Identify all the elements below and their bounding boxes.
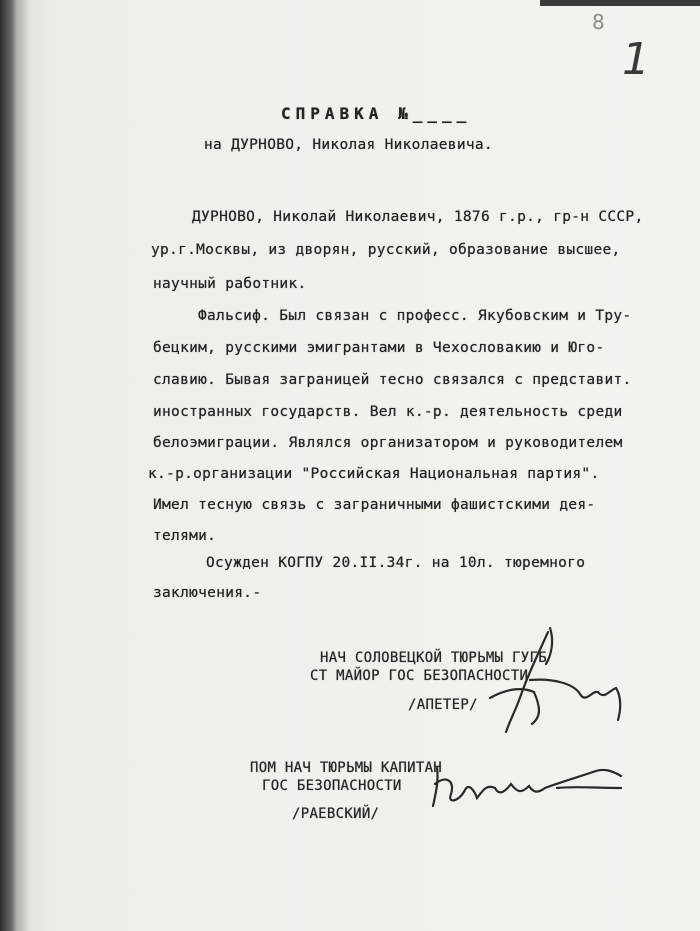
body-line: Осужден КОГПУ 20.II.34г. на 10л. тюремного bbox=[206, 555, 586, 571]
body-line: к.-р.организации "Российская Национальная партия". bbox=[148, 466, 600, 482]
document-title: СПРАВКА №____ bbox=[281, 104, 472, 123]
signer1-name: /АПЕТЕР/ bbox=[408, 697, 478, 713]
scan-edge bbox=[540, 0, 700, 6]
body-line: Фальсиф. Был связан с професс. Якубовским и Тру- bbox=[198, 308, 632, 324]
body-line: заключения.- bbox=[153, 585, 262, 601]
body-line: научный работник. bbox=[153, 276, 307, 292]
signature-apeter bbox=[470, 620, 640, 750]
signature-raevsky bbox=[425, 748, 635, 818]
signer2-position: ПОМ НАЧ ТЮРЬМЫ КАПИТАН bbox=[250, 760, 443, 776]
body-line: иностранных государств. Вел к.-р. деятельность среди bbox=[153, 404, 623, 420]
body-line: ДУРНОВО, Николай Николаевич, 1876 г.р., гр-н СССР, bbox=[192, 209, 644, 225]
pencil-sheet-number: 8 bbox=[592, 10, 605, 34]
body-line: ур.г.Москвы, из дворян, русский, образование высшее, bbox=[151, 242, 621, 258]
document-subtitle: на ДУРНОВО, Николая Николаевича. bbox=[204, 137, 493, 153]
body-line: белоэмиграции. Являлся организатором и руководителем bbox=[153, 435, 623, 451]
body-line: Имел тесную связь с заграничными фашистскими дея- bbox=[153, 497, 596, 513]
binding-shadow bbox=[0, 0, 16, 931]
body-line: славию. Бывая заграницей тесно связался с представит. bbox=[153, 372, 632, 388]
body-line: бецким, русскими эмигрантами в Чехословакию и Юго- bbox=[153, 340, 605, 356]
signer2-rank: ГОС БЕЗОПАСНОСТИ bbox=[262, 778, 402, 794]
signer1-position: НАЧ СОЛОВЕЦКОЙ ТЮРЬМЫ ГУГБ bbox=[320, 650, 547, 666]
page-number: 1 bbox=[622, 34, 650, 85]
body-line: телями. bbox=[153, 528, 217, 544]
signer1-rank: СТ МАЙОР ГОС БЕЗОПАСНОСТИ bbox=[310, 668, 529, 684]
signer2-name: /РАЕВСКИЙ/ bbox=[292, 806, 380, 822]
